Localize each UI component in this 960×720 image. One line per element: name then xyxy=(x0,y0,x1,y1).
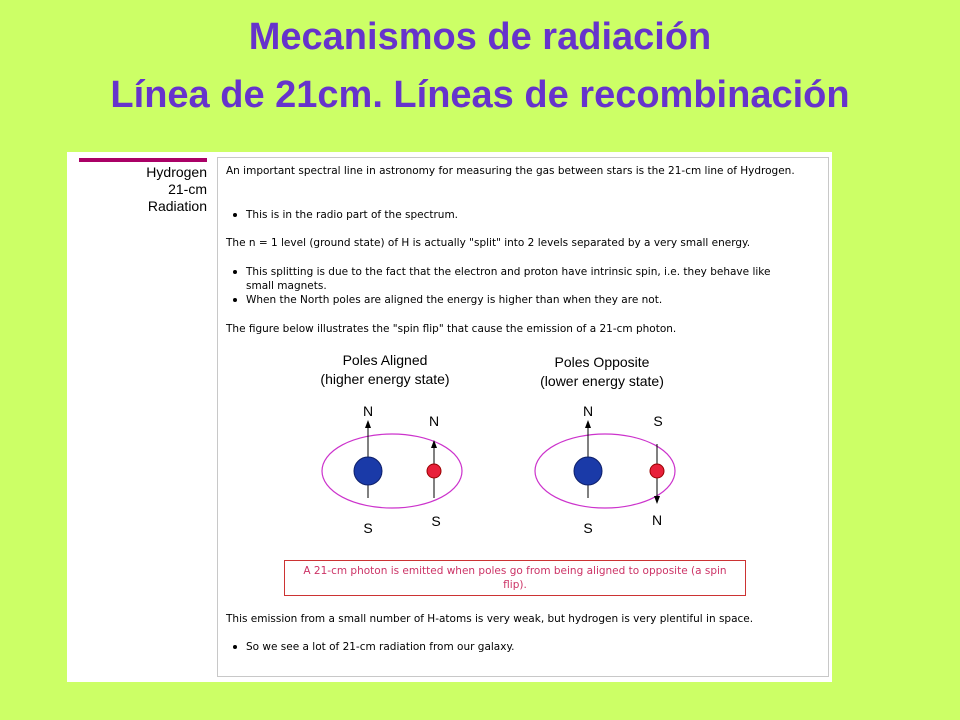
aligned-electron-north: N xyxy=(428,413,440,429)
opposite-electron-north: N xyxy=(651,512,663,528)
sidebar-line-1: Hydrogen xyxy=(146,164,207,180)
aligned-proton-north: N xyxy=(362,403,374,419)
content-panel xyxy=(67,152,832,682)
aligned-title: Poles Aligned xyxy=(342,352,428,368)
bullet-north-poles: When the North poles are aligned the energy is higher than when they are not. xyxy=(246,293,791,307)
aligned-proton xyxy=(354,457,382,485)
paragraph-spin-flip: The figure below illustrates the "spin flip" that cause the emission of a 21-cm photon. xyxy=(226,323,677,335)
aligned-subtitle: (higher energy state) xyxy=(320,371,450,387)
opposite-title: Poles Opposite xyxy=(554,354,650,370)
article-body xyxy=(217,157,829,677)
paragraph-emission: This emission from a small number of H-atoms is very weak, but hydrogen is very plentiful in space. xyxy=(226,613,754,625)
spin-flip-diagram xyxy=(312,348,712,548)
bullet-intrinsic-spin: This splitting is due to the fact that the electron and proton have intrinsic spin, i.e. they behave like small magnets. xyxy=(246,265,791,293)
sidebar-accent-bar xyxy=(79,158,207,162)
bullet-radio-spectrum: This is in the radio part of the spectrum. xyxy=(246,208,791,222)
sidebar-line-3: Radiation xyxy=(147,198,207,214)
opposite-proton-arrowhead xyxy=(585,420,591,428)
opposite-proton-south: S xyxy=(583,520,593,536)
aligned-electron-south: S xyxy=(431,513,441,529)
slide-title: Mecanismos de radiación xyxy=(248,16,712,58)
paragraph-intro: An important spectral line in astronomy for measuring the gas between stars is the 21-cm line of Hydrogen. xyxy=(226,165,795,177)
aligned-electron xyxy=(427,464,441,478)
opposite-proton xyxy=(574,457,602,485)
sidebar-line-2: 21-cm xyxy=(168,181,207,197)
spin-flip-callout: A 21-cm photon is emitted when poles go from being aligned to opposite (a spin flip). xyxy=(284,560,746,596)
opposite-electron-south: S xyxy=(653,413,663,429)
aligned-electron-arrowhead xyxy=(431,440,437,448)
opposite-electron-arrowhead xyxy=(654,496,660,504)
bullet-galaxy: So we see a lot of 21-cm radiation from our galaxy. xyxy=(246,640,791,654)
opposite-proton-north: N xyxy=(582,403,594,419)
aligned-proton-arrowhead xyxy=(365,420,371,428)
opposite-subtitle: (lower energy state) xyxy=(540,373,664,389)
paragraph-ground-state: The n = 1 level (ground state) of H is actually "split" into 2 levels separated by a very small energy. xyxy=(226,237,751,249)
aligned-proton-south: S xyxy=(363,520,373,536)
sidebar-heading xyxy=(79,164,207,215)
slide-subtitle: Línea de 21cm. Líneas de recombinación xyxy=(110,74,850,116)
opposite-electron xyxy=(650,464,664,478)
